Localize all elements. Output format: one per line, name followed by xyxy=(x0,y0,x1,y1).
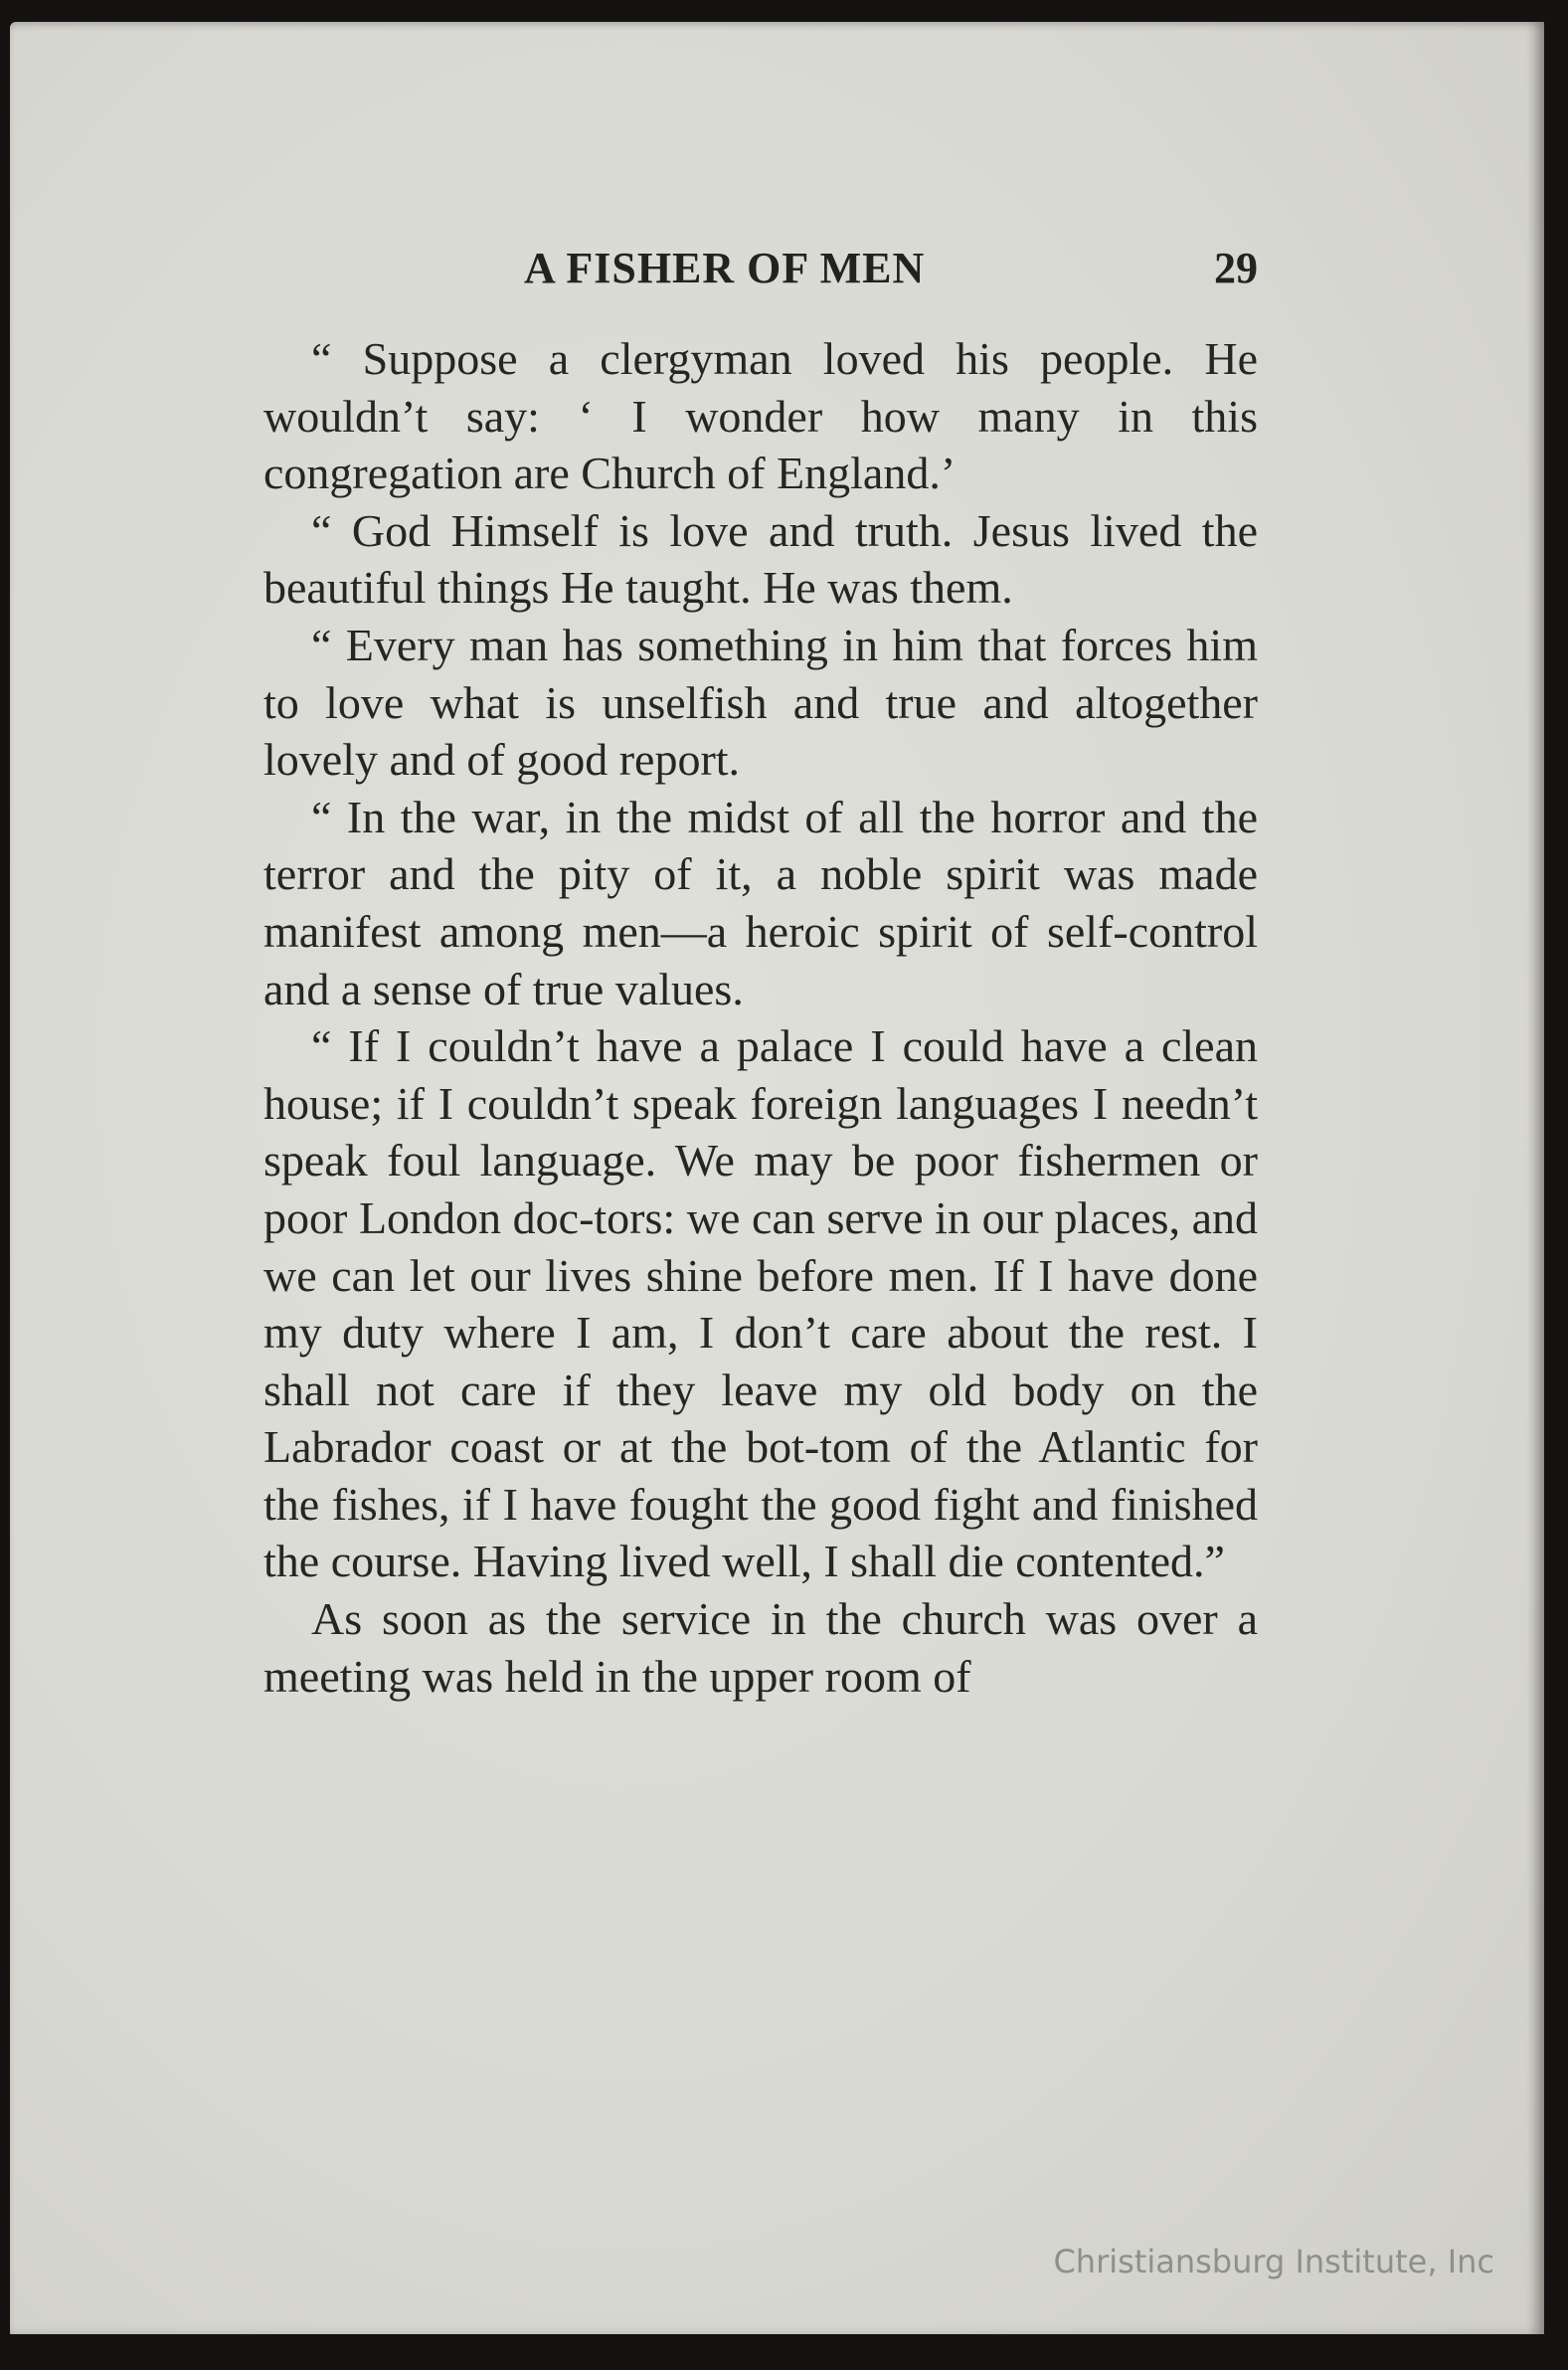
running-title: A FISHER OF MEN xyxy=(524,244,926,292)
paragraph: As soon as the service in the church was over a meeting was held in the upper room of xyxy=(263,1593,1258,1702)
watermark: Christiansburg Institute, Inc xyxy=(1053,2243,1494,2280)
page-header xyxy=(263,221,1258,292)
body-text xyxy=(263,330,1258,1705)
paragraph: “ Every man has something in him that forces him to love what is unselfish and true and altogether lovely and of good report. xyxy=(263,619,1258,786)
paragraph: “ God Himself is love and truth. Jesus lived the beautiful things He taught. He was them. xyxy=(263,504,1258,614)
paragraph: “ If I couldn’t have a palace I could have a clean house; if I couldn’t speak foreign languages I needn’t speak foul language. We may be poor fishermen or poor London doc-tors: we can serve in our places, and we can let our lives shine before men. If I have done my duty where I am, I don’t care about the rest. I shall not care if they leave my old body on the Labrador coast or at the bot-tom of the Atlantic for the fishes, if I have fought the good fight and finished the course. Having lived well, I shall die contented.” xyxy=(263,1020,1258,1587)
paragraph: “ In the war, in the midst of all the horror and the terror and the pity of it, a noble spirit was made manifest among men—a heroic spirit of self-control and a sense of true values. xyxy=(263,791,1258,1014)
book-page xyxy=(10,22,1544,2334)
paragraph: “ Suppose a clergyman loved his people. He wouldn’t say: ‘ I wonder how many in this congregation are Church of England.’ xyxy=(263,333,1258,499)
page-number: 29 xyxy=(1214,244,1258,292)
page-edge-shadow xyxy=(1526,22,1544,2334)
